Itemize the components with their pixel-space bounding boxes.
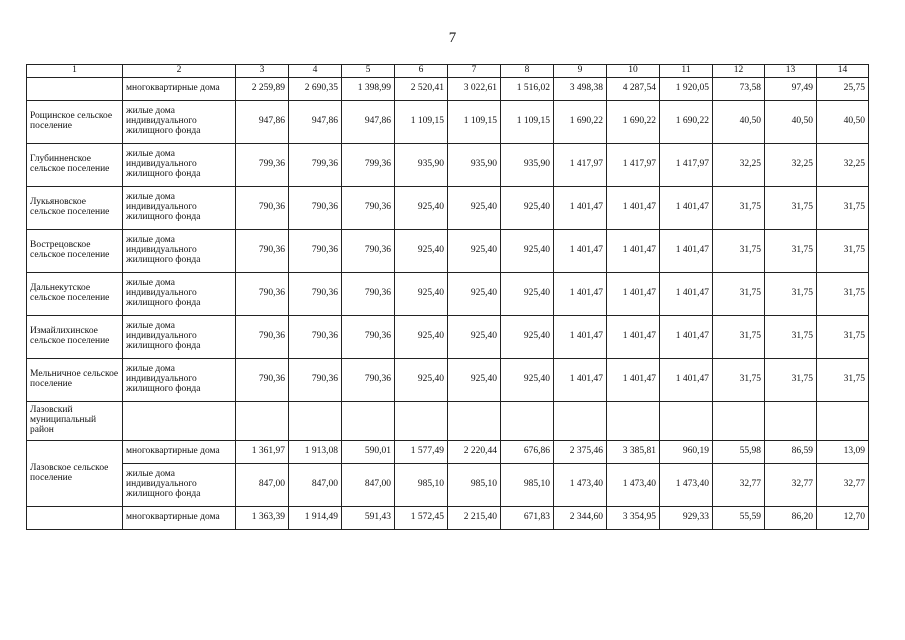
tariff-value: 929,33 — [660, 507, 713, 530]
tariff-value: 55,59 — [713, 507, 765, 530]
tariff-value: 1 473,40 — [660, 464, 713, 507]
tariff-value: 1 401,47 — [660, 273, 713, 316]
tariff-value: 1 361,97 — [236, 441, 289, 464]
tariff-value: 31,75 — [713, 316, 765, 359]
tariff-value: 40,50 — [713, 101, 765, 144]
tariff-value: 31,75 — [713, 273, 765, 316]
column-header: 12 — [713, 65, 765, 78]
tariff-value: 32,77 — [713, 464, 765, 507]
tariff-value: 1 401,47 — [607, 273, 660, 316]
column-header: 4 — [289, 65, 342, 78]
tariff-value: 2 259,89 — [236, 78, 289, 101]
tariff-value: 1 473,40 — [607, 464, 660, 507]
page-number: 7 — [448, 30, 457, 46]
tariff-value: 925,40 — [501, 230, 554, 273]
tariff-value: 1 401,47 — [554, 230, 607, 273]
tariff-value: 1 363,39 — [236, 507, 289, 530]
tariff-value: 947,86 — [289, 101, 342, 144]
tariff-value: 31,75 — [817, 273, 869, 316]
tariff-value: 935,90 — [501, 144, 554, 187]
column-header: 7 — [448, 65, 501, 78]
tariff-value: 790,36 — [342, 187, 395, 230]
column-header: 5 — [342, 65, 395, 78]
tariff-value: 591,43 — [342, 507, 395, 530]
column-header: 11 — [660, 65, 713, 78]
tariff-value: 1 401,47 — [607, 187, 660, 230]
tariff-value: 1 516,02 — [501, 78, 554, 101]
column-header: 2 — [123, 65, 236, 78]
tariff-value: 799,36 — [289, 144, 342, 187]
settlement-name: Измайлихинское сельское поселение — [27, 316, 123, 359]
tariff-value: 32,77 — [765, 464, 817, 507]
settlement-name: Вострецовское сельское поселение — [27, 230, 123, 273]
tariff-value: 1 401,47 — [554, 359, 607, 402]
tariff-value — [342, 402, 395, 441]
tariff-value: 790,36 — [342, 359, 395, 402]
tariff-value: 3 022,61 — [448, 78, 501, 101]
tariff-value — [713, 402, 765, 441]
tariff-value: 925,40 — [395, 316, 448, 359]
tariff-value: 1 401,47 — [607, 316, 660, 359]
tariff-value: 985,10 — [395, 464, 448, 507]
tariff-value: 590,01 — [342, 441, 395, 464]
tariff-value: 790,36 — [236, 316, 289, 359]
tariff-value: 73,58 — [713, 78, 765, 101]
housing-type: жилые дома индивидуального жилищного фонда — [123, 101, 236, 144]
tariff-value: 1 690,22 — [554, 101, 607, 144]
tariff-value: 31,75 — [765, 187, 817, 230]
tariff-value: 2 215,40 — [448, 507, 501, 530]
tariff-value: 1 690,22 — [607, 101, 660, 144]
tariff-value: 847,00 — [236, 464, 289, 507]
tariff-value — [554, 402, 607, 441]
tariff-value: 1 401,47 — [660, 359, 713, 402]
tariff-value: 2 344,60 — [554, 507, 607, 530]
housing-type: жилые дома индивидуального жилищного фонда — [123, 187, 236, 230]
settlement-name — [27, 507, 123, 530]
column-header: 1 — [27, 65, 123, 78]
tariff-value: 1 401,47 — [554, 187, 607, 230]
tariff-value: 1 417,97 — [660, 144, 713, 187]
tariff-value: 925,40 — [501, 359, 554, 402]
tariff-value: 2 220,44 — [448, 441, 501, 464]
tariff-value: 97,49 — [765, 78, 817, 101]
housing-type: жилые дома индивидуального жилищного фонда — [123, 464, 236, 507]
tariff-value: 935,90 — [448, 144, 501, 187]
housing-type: многоквартирные дома — [123, 441, 236, 464]
column-header: 3 — [236, 65, 289, 78]
table-row — [27, 402, 869, 441]
tariff-value: 12,70 — [817, 507, 869, 530]
tariff-value: 1 398,99 — [342, 78, 395, 101]
tariff-value: 86,59 — [765, 441, 817, 464]
tariff-value: 1 914,49 — [289, 507, 342, 530]
tariff-value: 1 401,47 — [554, 316, 607, 359]
tariff-value: 31,75 — [713, 230, 765, 273]
tariff-value: 25,75 — [817, 78, 869, 101]
tariff-value — [817, 402, 869, 441]
tariff-value: 790,36 — [342, 316, 395, 359]
tariff-value: 31,75 — [765, 230, 817, 273]
table-row — [27, 78, 869, 101]
tariff-value: 1 572,45 — [395, 507, 448, 530]
tariff-value: 790,36 — [342, 273, 395, 316]
tariff-value — [448, 402, 501, 441]
table-row — [27, 273, 869, 316]
tariff-value: 925,40 — [448, 230, 501, 273]
housing-type: многоквартирные дома — [123, 78, 236, 101]
tariff-value: 790,36 — [236, 230, 289, 273]
tariff-value: 31,75 — [817, 230, 869, 273]
tariff-value — [765, 402, 817, 441]
tariff-value: 925,40 — [501, 187, 554, 230]
tariff-value: 1 417,97 — [607, 144, 660, 187]
settlement-name: Дальнекутское сельское поселение — [27, 273, 123, 316]
tariff-value: 31,75 — [765, 316, 817, 359]
tariff-value: 1 401,47 — [607, 359, 660, 402]
tariff-value — [660, 402, 713, 441]
tariff-value: 1 401,47 — [660, 230, 713, 273]
tariff-value: 32,25 — [713, 144, 765, 187]
tariff-value: 1 109,15 — [501, 101, 554, 144]
tariff-value: 1 577,49 — [395, 441, 448, 464]
tariff-value: 4 287,54 — [607, 78, 660, 101]
tariff-value — [501, 402, 554, 441]
tariff-value: 925,40 — [395, 230, 448, 273]
table-row — [27, 230, 869, 273]
settlement-name: Рощинское сельское поселение — [27, 101, 123, 144]
tariff-value: 31,75 — [765, 273, 817, 316]
tariff-value: 31,75 — [765, 359, 817, 402]
tariff-value: 40,50 — [817, 101, 869, 144]
settlement-name — [27, 78, 123, 101]
tariff-value: 925,40 — [501, 316, 554, 359]
tariff-value: 2 690,35 — [289, 78, 342, 101]
housing-type: многоквартирные дома — [123, 507, 236, 530]
column-header: 6 — [395, 65, 448, 78]
settlement-name: Лазовский муниципальный район — [27, 402, 123, 441]
tariff-value: 3 498,38 — [554, 78, 607, 101]
tariff-value: 31,75 — [713, 187, 765, 230]
table-row — [27, 359, 869, 402]
settlement-name: Лукьяновское сельское поселение — [27, 187, 123, 230]
column-header: 9 — [554, 65, 607, 78]
table-row — [27, 144, 869, 187]
tariff-value: 1 401,47 — [554, 273, 607, 316]
tariff-value: 3 385,81 — [607, 441, 660, 464]
settlement-name: Лазовское сельское поселение — [27, 441, 123, 507]
tariff-value: 1 473,40 — [554, 464, 607, 507]
tariff-value: 32,77 — [817, 464, 869, 507]
tariff-value: 985,10 — [501, 464, 554, 507]
column-header: 14 — [817, 65, 869, 78]
tariff-value: 925,40 — [395, 187, 448, 230]
tariff-value: 790,36 — [289, 230, 342, 273]
table-row — [27, 316, 869, 359]
tariff-value: 947,86 — [342, 101, 395, 144]
tariff-value: 40,50 — [765, 101, 817, 144]
tariff-value: 1 690,22 — [660, 101, 713, 144]
tariff-value: 1 401,47 — [660, 316, 713, 359]
tariff-value: 31,75 — [817, 316, 869, 359]
tariff-value: 1 401,47 — [607, 230, 660, 273]
tariff-value: 847,00 — [342, 464, 395, 507]
tariff-value: 790,36 — [236, 359, 289, 402]
tariff-value: 3 354,95 — [607, 507, 660, 530]
column-header: 13 — [765, 65, 817, 78]
column-header: 8 — [501, 65, 554, 78]
tariff-value: 925,40 — [448, 273, 501, 316]
housing-type: жилые дома индивидуального жилищного фонда — [123, 316, 236, 359]
tariff-value: 790,36 — [289, 316, 342, 359]
tariff-value: 2 520,41 — [395, 78, 448, 101]
tariff-value — [395, 402, 448, 441]
tariff-value: 925,40 — [395, 273, 448, 316]
housing-type: жилые дома индивидуального жилищного фонда — [123, 144, 236, 187]
tariff-value: 1 109,15 — [448, 101, 501, 144]
tariff-value — [236, 402, 289, 441]
tariff-table — [26, 64, 869, 530]
table-row — [27, 464, 869, 507]
tariff-value: 925,40 — [395, 359, 448, 402]
table-row — [27, 441, 869, 464]
tariff-value: 947,86 — [236, 101, 289, 144]
tariff-value: 799,36 — [236, 144, 289, 187]
tariff-value: 935,90 — [395, 144, 448, 187]
tariff-value: 985,10 — [448, 464, 501, 507]
tariff-value: 925,40 — [501, 273, 554, 316]
tariff-value: 790,36 — [289, 273, 342, 316]
tariff-value: 1 417,97 — [554, 144, 607, 187]
tariff-value: 676,86 — [501, 441, 554, 464]
tariff-value: 799,36 — [342, 144, 395, 187]
tariff-value: 960,19 — [660, 441, 713, 464]
column-header: 10 — [607, 65, 660, 78]
header-row — [27, 65, 869, 78]
housing-type — [123, 402, 236, 441]
tariff-value: 790,36 — [236, 187, 289, 230]
table-row — [27, 187, 869, 230]
tariff-value: 671,83 — [501, 507, 554, 530]
tariff-value: 1 920,05 — [660, 78, 713, 101]
tariff-value: 790,36 — [289, 187, 342, 230]
tariff-value: 925,40 — [448, 316, 501, 359]
housing-type: жилые дома индивидуального жилищного фонда — [123, 359, 236, 402]
tariff-value: 1 109,15 — [395, 101, 448, 144]
settlement-name: Мельничное сельское поселение — [27, 359, 123, 402]
housing-type: жилые дома индивидуального жилищного фонда — [123, 273, 236, 316]
tariff-value: 790,36 — [342, 230, 395, 273]
tariff-value: 32,25 — [817, 144, 869, 187]
tariff-value: 925,40 — [448, 187, 501, 230]
settlement-name: Глубинненское сельское поселение — [27, 144, 123, 187]
tariff-value: 86,20 — [765, 507, 817, 530]
tariff-value: 790,36 — [289, 359, 342, 402]
tariff-value: 31,75 — [713, 359, 765, 402]
tariff-value: 2 375,46 — [554, 441, 607, 464]
table-row — [27, 507, 869, 530]
housing-type: жилые дома индивидуального жилищного фонда — [123, 230, 236, 273]
tariff-value: 32,25 — [765, 144, 817, 187]
tariff-value — [289, 402, 342, 441]
tariff-value: 31,75 — [817, 187, 869, 230]
tariff-value: 31,75 — [817, 359, 869, 402]
tariff-value: 13,09 — [817, 441, 869, 464]
tariff-value: 1 913,08 — [289, 441, 342, 464]
tariff-value — [607, 402, 660, 441]
tariff-value: 1 401,47 — [660, 187, 713, 230]
tariff-value: 790,36 — [236, 273, 289, 316]
tariff-value: 55,98 — [713, 441, 765, 464]
table-row — [27, 101, 869, 144]
tariff-value: 925,40 — [448, 359, 501, 402]
tariff-value: 847,00 — [289, 464, 342, 507]
